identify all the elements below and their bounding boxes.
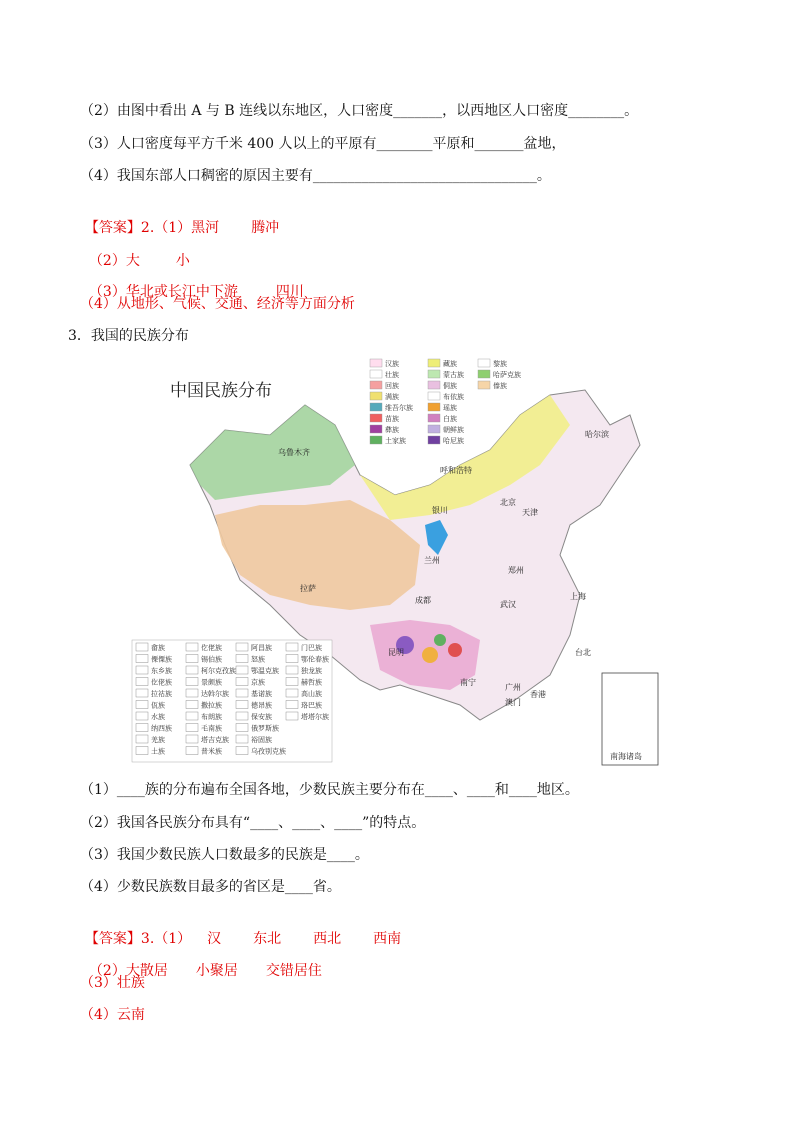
answer3-prefix: 【答案】 [84,931,141,947]
legend-bottom-label: 怒族 [251,655,265,664]
legend-top-label: 白族 [443,415,457,423]
legend-bottom [132,640,332,762]
legend-swatch [186,643,198,651]
answer3-num: 3.（1） [140,931,192,947]
legend-bottom-label: 纳西族 [151,724,172,733]
legend-bottom-label: 塔塔尔族 [301,713,329,721]
legend-top-label: 黎族 [493,360,507,368]
legend-bottom-label: 保安族 [251,713,272,721]
legend-bottom-label: 鄂温克族 [251,667,279,675]
legend-swatch [428,403,440,411]
answer3-a2: （2）大散居 [88,963,168,979]
legend-swatch [136,678,148,686]
answer3-a2-1: 交错居住 [265,963,322,979]
legend-swatch [186,701,198,709]
legend-swatch [478,370,490,378]
answer2-a1-b: 腾冲 [251,220,280,236]
q2-line-3: （3）人口密度每平方千米 400 人以上的平原有________平原和_______盆地， [80,136,566,152]
answer3-line-3: （3）壮族 [80,975,145,991]
legend-swatch [370,392,382,400]
legend-bottom-label: 乌孜别克族 [251,747,286,756]
legend-swatch [236,655,248,663]
legend-bottom-label: 德昂族 [251,701,272,710]
legend-swatch [186,735,198,743]
legend-bottom-label: 佤族 [151,701,165,710]
legend-bottom-label: 鄂伦春族 [301,655,329,664]
legend-top-label: 哈萨克族 [493,371,521,379]
legend-bottom-label: 俄罗斯族 [251,724,279,733]
legend-top-label: 哈尼族 [443,437,464,445]
legend-top-label: 苗族 [385,415,399,423]
q3-line-2: （2）我国各民族分布具有“____、____、____”的特点。 [80,815,426,831]
legend-swatch [236,678,248,686]
answer2-a2-b: 小 [175,253,190,269]
legend-bottom-label: 布朗族 [201,713,222,721]
legend-swatch [136,747,148,755]
answer2-a2: （2）大 [88,253,140,269]
legend-swatch [236,735,248,743]
legend-bottom-label: 高山族 [301,690,322,698]
legend-bottom-label: 水族 [151,713,165,721]
q3-line-1: （1）____族的分布遍布全国各地，少数民族主要分布在____、____和____地区。 [80,782,579,798]
legend-bottom-label: 撒拉族 [201,701,222,710]
legend-swatch [428,392,440,400]
legend-bottom-label: 锡伯族 [201,655,222,664]
legend-swatch [236,689,248,697]
legend-top-label: 朝鲜族 [443,426,464,434]
legend-bottom-label: 东乡族 [151,667,172,675]
legend-swatch [186,655,198,663]
map-city-label: 哈尔滨 [585,430,609,439]
legend-swatch [428,381,440,389]
legend-swatch [286,678,298,686]
q3-line-4: （4）少数民族数目最多的省区是____省。 [80,879,341,895]
map-city-label: 成都 [415,596,431,605]
legend-bottom-label: 仡佬族 [201,644,222,652]
legend-bottom-label: 赫哲族 [301,678,322,687]
legend-top-label: 彝族 [385,426,399,434]
legend-swatch [370,403,382,411]
map-city-label: 南宁 [460,678,476,687]
legend-top-label: 汉族 [385,360,399,368]
legend-swatch [236,666,248,674]
legend-swatch [370,414,382,422]
section3-title: 3．我国的民族分布 [68,328,189,344]
map-city-label: 台北 [575,648,591,657]
legend-swatch [236,724,248,732]
legend-top-label: 满族 [385,393,399,401]
map-city-label: 银川 [432,506,448,515]
map-city-label: 乌鲁木齐 [278,448,310,457]
legend-swatch [428,425,440,433]
legend-top-label: 壮族 [385,371,399,379]
legend-bottom-label: 普米族 [201,747,222,756]
answer3-a2-0: 小聚居 [195,963,238,979]
legend-swatch [186,712,198,720]
legend-swatch [428,414,440,422]
legend-bottom-label: 门巴族 [301,644,322,652]
legend-swatch [186,747,198,755]
legend-swatch [370,436,382,444]
legend-swatch [236,701,248,709]
answer2-a3-b: 四川 [275,284,304,300]
legend-bottom-label: 毛南族 [201,724,222,733]
map-city-label: 呼和浩特 [440,466,472,475]
legend-bottom-label: 景颇族 [201,678,222,687]
map-city-label: 上海 [570,592,586,601]
legend-swatch [428,359,440,367]
legend-swatch [370,381,382,389]
legend-swatch [370,359,382,367]
legend-bottom-label: 柯尔克孜族 [201,667,236,675]
legend-swatch [428,370,440,378]
legend-top-label: 侗族 [443,382,457,390]
map-city-label: 拉萨 [300,584,316,593]
legend-swatch [286,655,298,663]
legend-bottom-label: 仡佬族 [151,678,172,687]
legend-bottom-label: 塔吉克族 [201,736,229,744]
legend-top-label: 布依族 [443,393,464,401]
ethnic-distribution-map [130,355,660,767]
answer3-a1-1: 东北 [253,931,282,947]
legend-swatch [136,735,148,743]
answer-prefix: 【答案】 [84,220,141,236]
map-city-label: 天津 [522,508,538,517]
legend-top-label: 傣族 [493,382,507,390]
legend-top-label: 回族 [385,382,399,390]
answer3-a1-2: 西北 [313,931,342,947]
legend-top-label: 瑶族 [443,404,457,412]
map-city-label: 昆明 [388,648,404,657]
q3-line-3: （3）我国少数民族人口数最多的民族是____。 [80,847,369,863]
legend-swatch [136,655,148,663]
map-city-label: 澳门 [505,698,521,707]
legend-bottom-label: 珞巴族 [301,701,322,710]
map-city-label: 武汉 [500,600,516,609]
answer3-line-4: （4）云南 [80,1007,145,1023]
legend-swatch [186,724,198,732]
map-title: 中国民族分布 [170,381,272,401]
legend-top [370,359,521,445]
legend-swatch [136,724,148,732]
map-city-label: 广州 [505,683,521,692]
legend-swatch [136,712,148,720]
legend-swatch [136,643,148,651]
map-city-label: 北京 [500,498,516,507]
legend-swatch [286,712,298,720]
q2-line-2: （2）由图中看出 A 与 B 连线以东地区，人口密度_______，以西地区人口密度________。 [80,103,639,119]
legend-swatch [236,712,248,720]
legend-swatch [136,689,148,697]
map-city-label: 南海诸岛 [610,752,642,761]
legend-swatch [136,701,148,709]
legend-swatch [236,643,248,651]
answer2-a3: （3）华北或长江中下游 [88,284,238,300]
legend-swatch [286,666,298,674]
legend-swatch [286,689,298,697]
answer2-line-4: （4）从地形、气候、交通、经济等方面分析 [80,296,355,312]
legend-bottom-label: 裕固族 [251,736,272,744]
map-city-label: 郑州 [508,566,524,575]
legend-swatch [286,701,298,709]
answer-num: 2. [140,220,155,236]
legend-bottom-label: 达斡尔族 [201,690,229,698]
legend-bottom-label: 羌族 [151,736,165,744]
legend-swatch [478,359,490,367]
legend-bottom-label: 阿昌族 [251,644,272,652]
answer3-a1-3: 西南 [373,931,402,947]
legend-bottom-label: 独龙族 [301,667,322,675]
legend-top-label: 维吾尔族 [385,404,413,412]
legend-swatch [478,381,490,389]
legend-swatch [186,689,198,697]
map-city-label: 香港 [530,690,546,699]
legend-top-label: 土家族 [385,437,406,445]
legend-swatch [428,436,440,444]
legend-top-label: 藏族 [443,360,457,368]
legend-bottom-label: 基诺族 [251,690,272,698]
legend-bottom-label: 拉祜族 [151,690,172,698]
legend-swatch [136,666,148,674]
legend-bottom-label: 畲族 [151,644,165,652]
legend-swatch [370,370,382,378]
answer3-a1-0: 汉 [207,931,222,947]
legend-bottom-label: 京族 [251,678,265,687]
legend-swatch [286,643,298,651]
legend-bottom-label: 傈僳族 [151,655,172,664]
answer2-a1: （1）黑河 [154,220,220,236]
legend-swatch [370,425,382,433]
q2-line-4: （4）我国东部人口稠密的原因主要有________________________________。 [80,168,551,184]
legend-swatch [186,678,198,686]
legend-swatch [186,666,198,674]
legend-swatch [236,747,248,755]
map-city-label: 兰州 [424,556,440,565]
legend-top-label: 蒙古族 [443,371,464,379]
legend-bottom-label: 土族 [151,747,165,756]
